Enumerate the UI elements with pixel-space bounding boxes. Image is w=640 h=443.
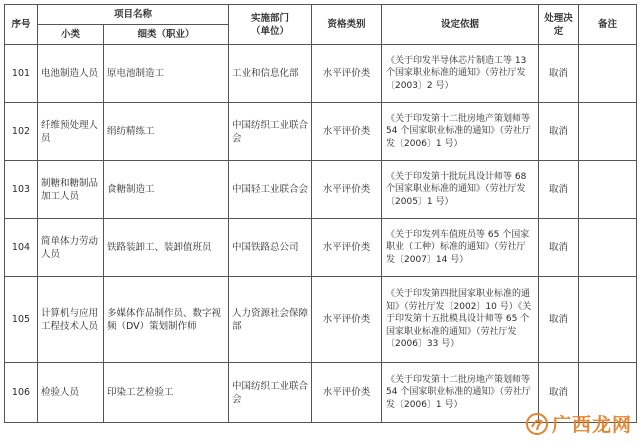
cell-remark (579, 219, 637, 277)
cell-decision: 取消 (539, 161, 579, 219)
table-row (5, 161, 637, 219)
watermark (526, 410, 632, 437)
cell-detail: 食糖制造工 (104, 161, 229, 219)
cell-dept: 中国轻工业联合会 (229, 161, 312, 219)
header-dept (229, 5, 312, 45)
cell-minor: 制糖和糖制品加工人员 (38, 161, 104, 219)
cell-detail: 铁路装卸工、装卸值班员 (104, 219, 229, 277)
cell-decision: 取消 (539, 363, 579, 423)
header-detail: 细类（职业） (104, 25, 229, 45)
cell-minor: 电池制造人员 (38, 45, 104, 103)
cell-basis: 《关于印发半导体芯片制造工等 13 个国家职业标准的通知》（劳社厅发〔2003〕2 号） (382, 45, 539, 103)
cell-detail: 绢纺精练工 (104, 103, 229, 161)
cell-detail: 多媒体作品制作员、数字视频（DV）策划制作师 (104, 277, 229, 363)
cell-minor: 简单体力劳动人员 (38, 219, 104, 277)
cell-basis: 《关于印发第十批玩具设计师等 68 个国家职业标准的通知》（劳社厅发〔2005〕1 号） (382, 161, 539, 219)
watermark-text: 广西龙网 (551, 414, 632, 436)
cell-qual: 水平评价类 (312, 219, 382, 277)
cell-basis: 《关于印发第四批国家职业标准的通知》（劳社厅发〔2002〕10 号）《关于印发第十五批模具设计师等 65 个国家职业标准的通知》（劳社厅发〔2006〕33 号） (382, 277, 539, 363)
table-row (5, 219, 637, 277)
header-qual: 资格类别 (312, 5, 382, 45)
cell-seq: 106 (5, 363, 38, 423)
header-remark: 备注 (579, 5, 637, 45)
cell-seq: 101 (5, 45, 38, 103)
header-dept-label: 实施部门 (251, 12, 290, 24)
cell-remark (579, 45, 637, 103)
cell-dept: 中国纺织工业联合会 (229, 363, 312, 423)
table-row (5, 103, 637, 161)
cell-detail: 印染工艺检验工 (104, 363, 229, 423)
cell-basis: 《关于印发列车值班员等 65 个国家职业（工种）标准的通知》（劳社厅发〔2007〕14 号） (382, 219, 539, 277)
cell-qual: 水平评价类 (312, 363, 382, 423)
cell-dept: 工业和信息化部 (229, 45, 312, 103)
cell-seq: 105 (5, 277, 38, 363)
cell-basis: 《关于印发第十二批房地产策划师等 54 个国家职业标准的通知》（劳社厅发〔2006〕1 号） (382, 103, 539, 161)
cell-qual: 水平评价类 (312, 45, 382, 103)
cell-remark (579, 103, 637, 161)
watermark-logo-icon (526, 413, 548, 435)
cell-decision: 取消 (539, 45, 579, 103)
cell-remark (579, 277, 637, 363)
header-item-name: 项目名称 (38, 5, 229, 25)
cell-basis: 《关于印发第十二批房地产策划师等 54 个国家职业标准的通知》（劳社厅发〔2006〕1 号） (382, 363, 539, 423)
header-basis: 设定依据 (382, 5, 539, 45)
qualification-table (4, 4, 637, 423)
cell-minor: 纤维预处理人员 (38, 103, 104, 161)
header-decision: 处理决定 (539, 5, 579, 45)
cell-qual: 水平评价类 (312, 103, 382, 161)
cell-seq: 104 (5, 219, 38, 277)
cell-seq: 102 (5, 103, 38, 161)
table-row (5, 277, 637, 363)
cell-decision: 取消 (539, 219, 579, 277)
cell-decision: 取消 (539, 277, 579, 363)
header-minor: 小类 (38, 25, 104, 45)
cell-minor: 计算机与应用工程技术人员 (38, 277, 104, 363)
cell-dept: 中国纺织工业联合会 (229, 103, 312, 161)
header-seq: 序号 (5, 5, 38, 45)
cell-qual: 水平评价类 (312, 161, 382, 219)
cell-qual: 水平评价类 (312, 277, 382, 363)
cell-decision: 取消 (539, 103, 579, 161)
cell-detail: 原电池制造工 (104, 45, 229, 103)
cell-dept: 人力资源社会保障部 (229, 277, 312, 363)
table-row (5, 45, 637, 103)
header-dept-unit: （单位） (251, 25, 290, 37)
cell-minor: 检验人员 (38, 363, 104, 423)
cell-dept: 中国铁路总公司 (229, 219, 312, 277)
cell-remark (579, 161, 637, 219)
cell-seq: 103 (5, 161, 38, 219)
